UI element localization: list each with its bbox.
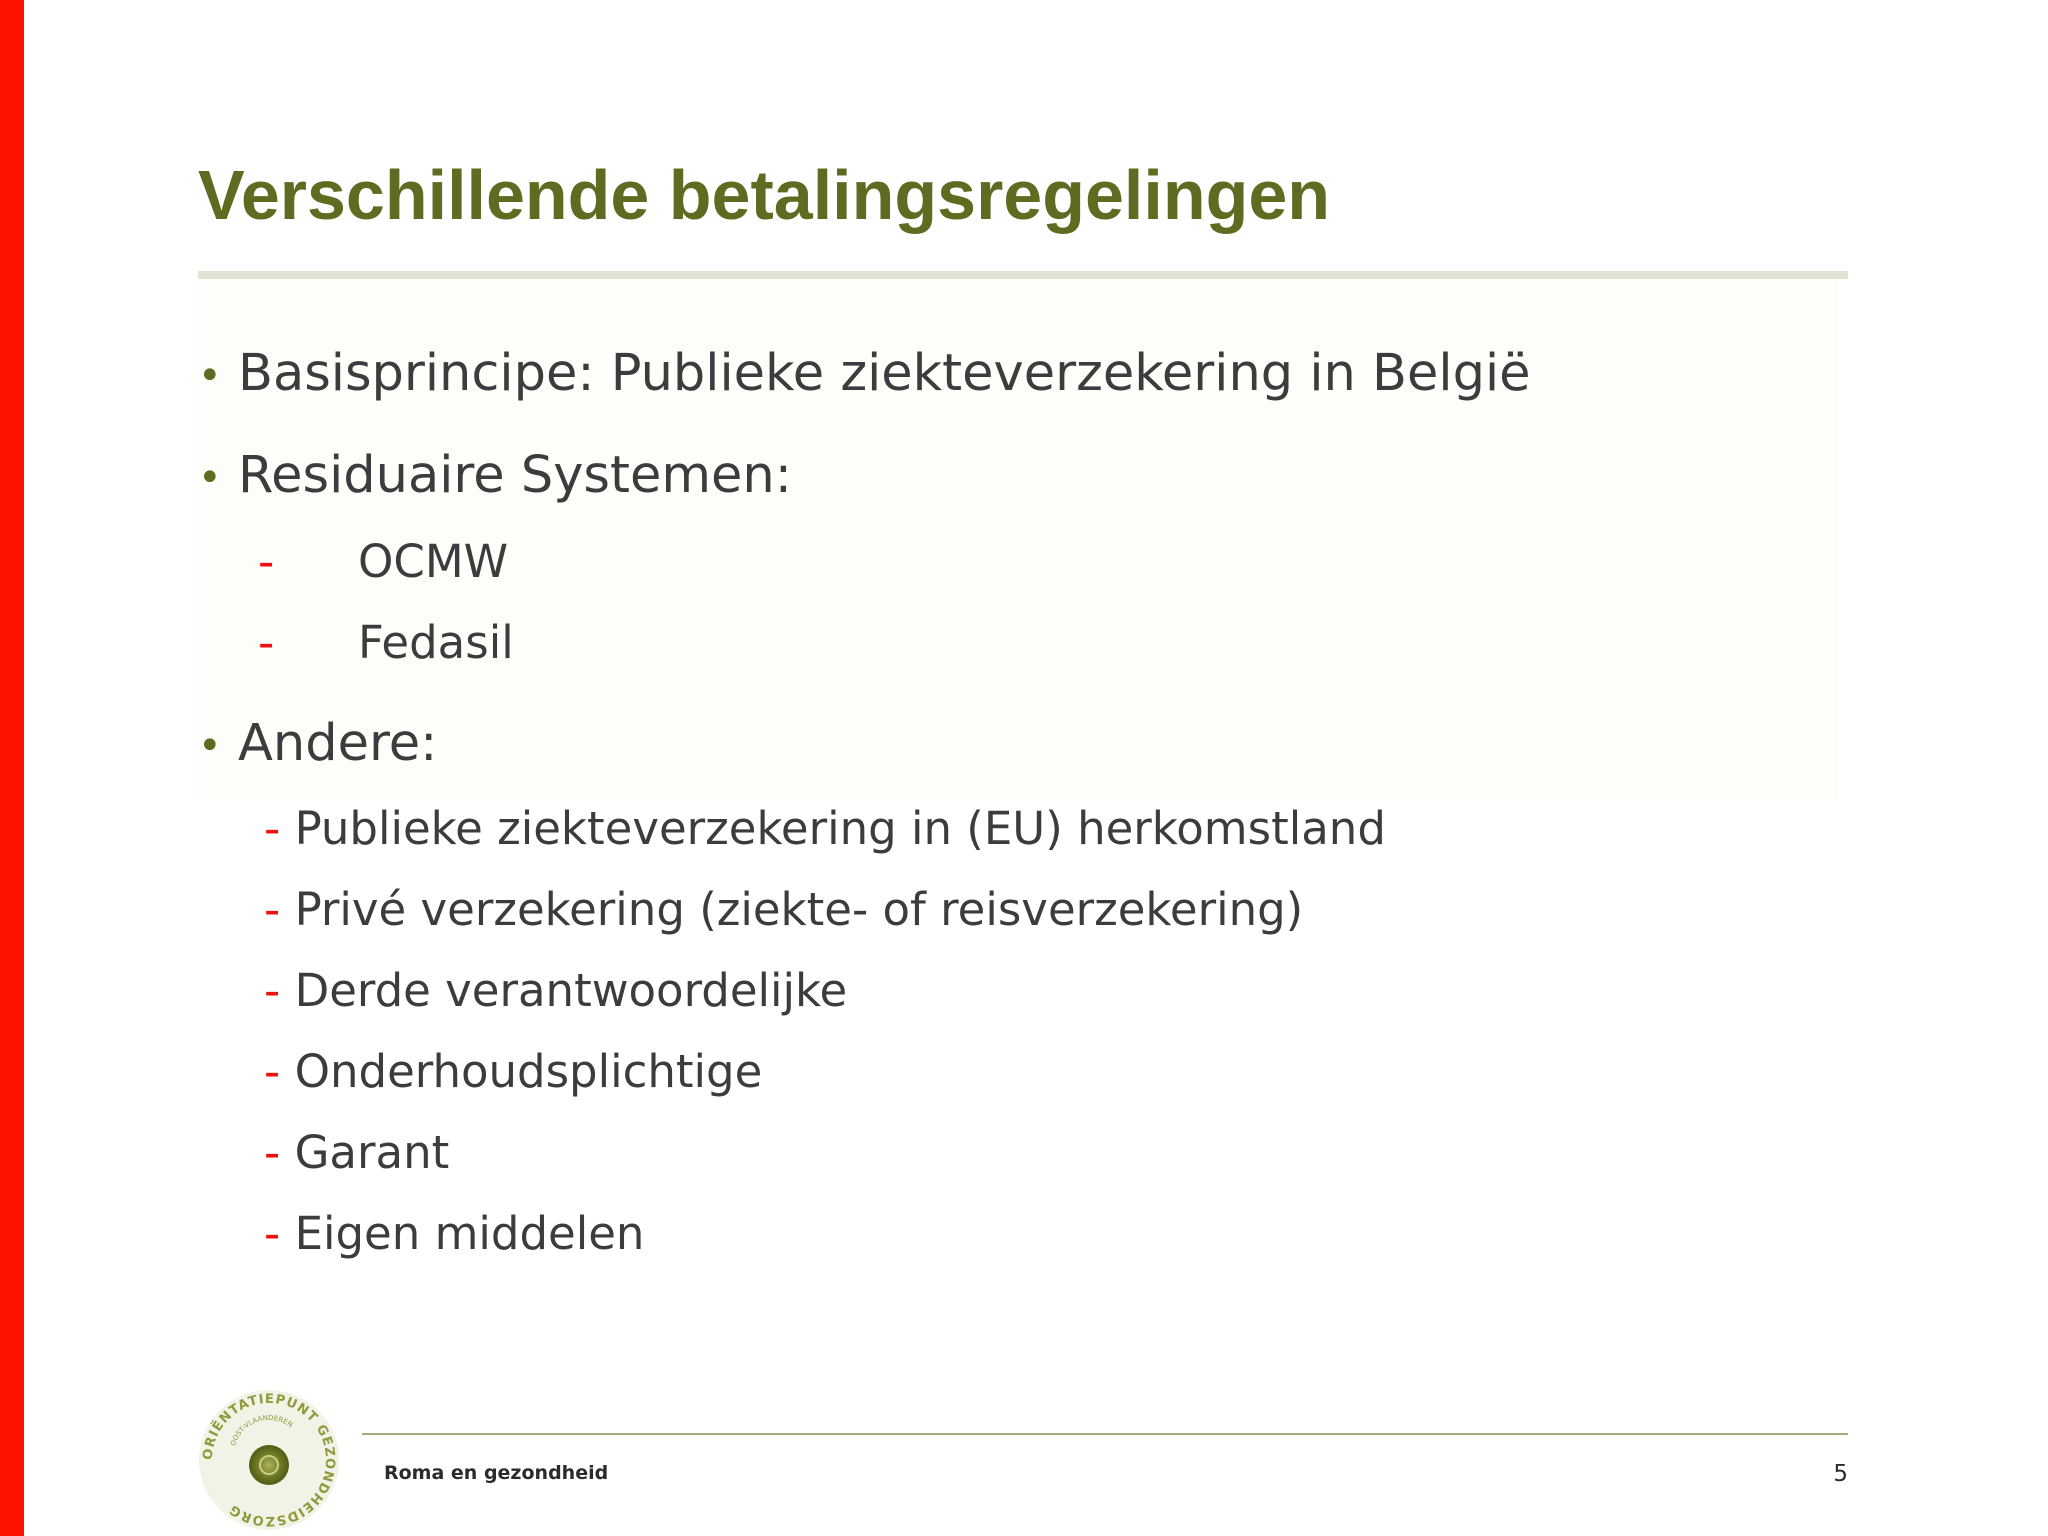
sub-item-fedasil	[258, 615, 514, 671]
bullet-item-basisprincipe	[198, 343, 1531, 407]
bullet-text: Basisprincipe: Publieke ziekteverzekering in België	[238, 344, 1531, 403]
svg-text:ORIËNTATIEPUNT GEZONDHEIDSZORG: ORIËNTATIEPUNT GEZONDHEIDSZORG	[200, 1391, 338, 1529]
bullet-item-andere	[198, 713, 437, 777]
bullet-text: Residuaire Systemen:	[238, 446, 792, 505]
bullet-icon: •	[198, 455, 222, 501]
dash-marker: -	[264, 1045, 281, 1098]
sub-item-eigen-middelen	[264, 1206, 644, 1262]
sub-item-garant	[264, 1125, 449, 1181]
dash-marker: -	[258, 616, 275, 669]
sub-item-prive-verzekering	[264, 882, 1303, 938]
dash-marker: -	[264, 883, 281, 936]
svg-text:OOST-VLAANDEREN: OOST-VLAANDEREN	[229, 1413, 295, 1447]
bullet-item-residuaire-systemen	[198, 445, 792, 509]
sub-item-text: OCMW	[358, 535, 509, 588]
dash-marker: -	[264, 1126, 281, 1179]
sub-item-ocmw	[258, 534, 508, 590]
slide-title: Verschillende betalingsregelingen	[198, 156, 1331, 234]
dash-marker: -	[264, 802, 281, 855]
footer-title: Roma en gezondheid	[384, 1462, 609, 1484]
sub-item-text: Privé verzekering (ziekte- of reisverzekering)	[294, 883, 1304, 936]
footer-divider	[362, 1433, 1848, 1435]
sub-item-derde-verantwoordelijke	[264, 963, 847, 1019]
page-number: 5	[1833, 1461, 1848, 1487]
sub-item-text: Onderhoudsplichtige	[294, 1045, 763, 1098]
dash-marker: -	[264, 1207, 281, 1260]
bullet-icon: •	[198, 353, 222, 399]
sub-item-text: Fedasil	[358, 616, 514, 669]
title-divider	[198, 271, 1848, 279]
sub-item-text: Garant	[294, 1126, 450, 1179]
sub-item-text: Publieke ziekteverzekering in (EU) herkomstland	[294, 802, 1386, 855]
left-accent-bar	[0, 0, 24, 1536]
sub-item-text: Derde verantwoordelijke	[294, 964, 848, 1017]
dash-marker: -	[258, 535, 275, 588]
sub-item-onderhoudsplichtige	[264, 1044, 762, 1100]
sub-item-publieke-ziekteverzekering	[264, 801, 1386, 857]
bullet-text: Andere:	[238, 714, 438, 773]
bullet-icon: •	[198, 723, 222, 769]
organization-logo	[194, 1385, 344, 1535]
dash-marker: -	[264, 964, 281, 1017]
sub-item-text: Eigen middelen	[294, 1207, 645, 1260]
